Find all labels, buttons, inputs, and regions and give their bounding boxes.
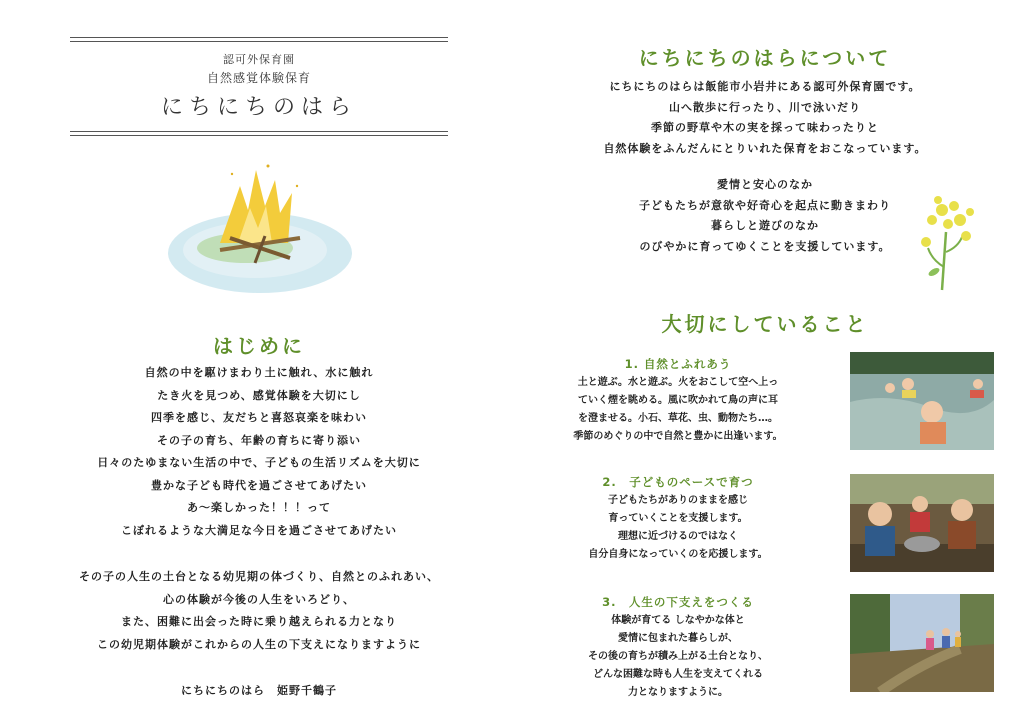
intro-line: その子の人生の土台となる幼児期の体づくり、自然とのふれあい、 — [79, 570, 439, 583]
intro-line: 豊かな子ども時代を過ごさせてあげたい — [151, 478, 367, 492]
flower-illustration — [912, 192, 982, 292]
intro-line: その子の育ち、年齢の育ちに寄り添い — [157, 433, 361, 447]
section-line: 季節のめぐりの中で自然と豊かに出逢います。 — [573, 431, 783, 442]
section-3-title: 3. 人生の下支えをつくる — [602, 595, 754, 609]
header-line-1: 認可外保育園 — [223, 53, 295, 66]
forest-walk-photo — [850, 594, 994, 692]
intro-line: あ〜楽しかった！！！って — [187, 501, 331, 514]
intro-line: この幼児期体験がこれからの人生の下支えになりますように — [97, 637, 421, 651]
intro-paragraph-1 — [40, 362, 478, 542]
section-2-title: 2. 子どものペースで育つ — [602, 475, 754, 489]
about-line: 季節の野草や木の実を採って味わったりと — [651, 121, 879, 134]
header-line-2: 自然感覚体験保育 — [206, 71, 311, 85]
bottom-rule-2 — [70, 135, 448, 136]
section-line: 体験が育てる しなやかな体と — [611, 615, 745, 626]
intro-line: 自然の中を駆けまわり土に触れ、水に触れ — [144, 366, 374, 379]
section-1-title: 1. 自然とふれあう — [624, 357, 732, 371]
river-play-photo — [850, 352, 994, 450]
section-line: を澄ませる。小石、草花、虫、動物たち…。 — [578, 413, 778, 424]
intro-line: 四季を感じ、友だちと喜怒哀楽を味わい — [151, 411, 367, 424]
intro-paragraph-2 — [40, 566, 478, 656]
section-line: その後の育ちが積み上がる土台となり、 — [588, 651, 768, 662]
section-line: ていく煙を眺める。風に吹かれて鳥の声に耳 — [578, 395, 778, 406]
intro-line: また、困難に出会った時に乗り越えられる力となり — [121, 615, 397, 628]
about-line: 愛情と安心のなか — [717, 178, 813, 191]
intro-line: たき火を見つめ、感覚体験を大切にし — [157, 388, 361, 402]
section-line: 自分自身になっていくのを応援します。 — [588, 549, 768, 560]
section-line: どんな困難な時も人生を支えてくれる — [593, 669, 763, 680]
about-line: のびやかに育ってゆくことを支援しています。 — [639, 239, 891, 253]
section-line: 子どもたちがありのままを感じ — [608, 495, 748, 506]
section-line: 土と遊ぶ。水と遊ぶ。火をおこして空へ上っ — [577, 377, 779, 388]
about-line: 自然体験をふんだんにとりいれた保育をおこなっています。 — [603, 141, 927, 155]
bottom-rule-1 — [70, 131, 448, 132]
about-line: にちにちのはらは飯能市小岩井にある認可外保育園です。 — [609, 80, 921, 93]
campfire-illustration — [160, 158, 360, 308]
intro-line: 日々のたゆまない生活の中で、子どもの生活リズムを大切に — [97, 456, 421, 469]
about-line: 暮らしと遊びのなか — [711, 219, 819, 232]
signature — [40, 680, 478, 703]
section-3-body — [548, 612, 808, 702]
section-2-body — [548, 492, 808, 564]
intro-line: 心の体験が今後の人生をいろどり、 — [163, 592, 355, 606]
section-line: 育っていくことを支援します。 — [608, 513, 748, 524]
section-1-body — [548, 374, 808, 446]
values-heading: 大切にしていること — [661, 312, 869, 336]
page-title: にちにちのはら — [160, 95, 357, 120]
about-paragraph-1 — [555, 77, 975, 159]
intro-heading: はじめに — [213, 334, 305, 358]
section-line: 愛情に包まれた暮らしが、 — [618, 633, 738, 644]
signature-text: にちにちのはら 姫野千鶴子 — [181, 684, 337, 697]
about-line: 子どもたちが意欲や好奇心を起点に動きまわり — [639, 198, 891, 212]
about-heading: にちにちのはらについて — [638, 46, 892, 70]
intro-line: こぼれるような大満足な今日を過ごさせてあげたい — [121, 523, 397, 537]
top-rule-1 — [70, 37, 448, 38]
section-line: 理想に近づけるのではなく — [618, 531, 738, 542]
top-rule-2 — [70, 41, 448, 42]
section-line: 力となりますように。 — [628, 687, 728, 698]
children-cooking-photo — [850, 474, 994, 572]
about-line: 山へ散歩に行ったり、川で泳いだり — [669, 100, 861, 114]
